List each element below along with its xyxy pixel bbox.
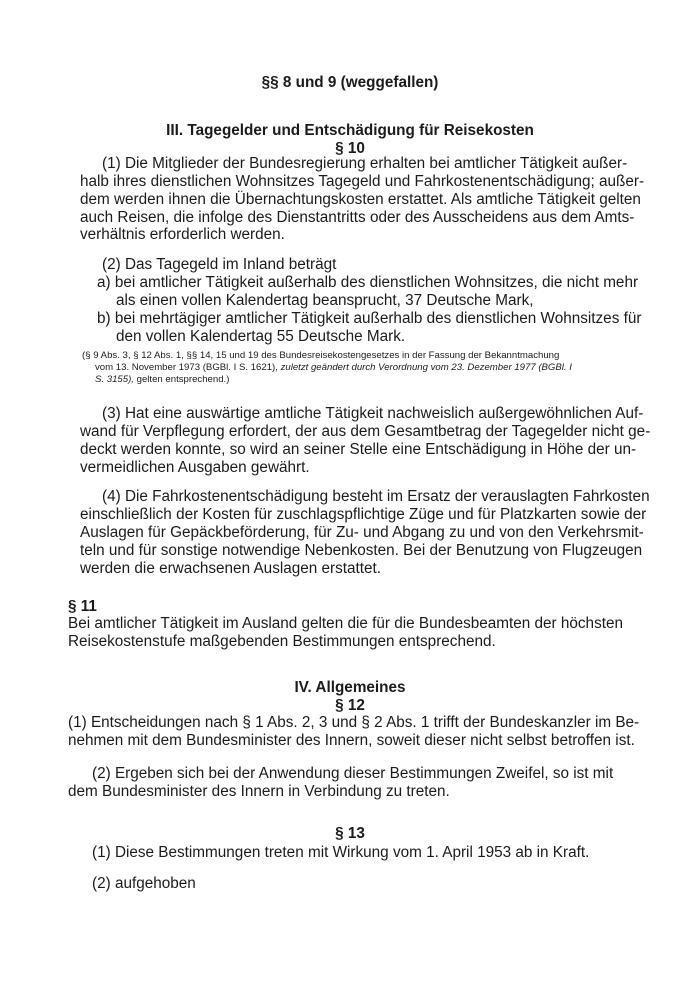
heading-paragraphs-8-9: §§ 8 und 9 (weggefallen) [261,74,439,91]
paragraph-13-subsection-1: (1) Diese Bestimmungen treten mit Wirkung vom 1. April 1953 ab in Kraft. [92,844,590,861]
text-line: einschließlich der Kosten für zuschlagspflichtige Züge und für Platzkarten sowie der [80,506,647,523]
section-iv-title: IV. Allgemeines [294,679,406,696]
paragraph-12-heading: § 12 [335,697,365,714]
text-line: den vollen Kalendertag 55 Deutsche Mark. [116,328,406,345]
section-iii-title: III. Tagegelder und Entschädigung für Reisekosten [166,122,534,139]
list-item-a: a) bei amtlicher Tätigkeit außerhalb des dienstlichen Wohnsitzes, die nicht mehr [97,274,639,291]
text-line: (1) Entscheidungen nach § 1 Abs. 2, 3 und § 2 Abs. 1 trifft der Bundeskanzler im Be- [68,714,640,731]
text-line: wand für Verpflegung erfordert, der aus dem Gesamtbetrag der Tagegelder nicht ge- [80,423,651,440]
text-line: (2) Ergeben sich bei der Anwendung dieser Bestimmungen Zweifel, so ist mit [92,765,614,782]
text-line: vermeidlichen Ausgaben gewährt. [80,459,310,476]
text-line: (4) Die Fahrkostenentschädigung besteht im Ersatz der verauslagten Fahrkosten [102,488,650,505]
text-line: Bei amtlicher Tätigkeit im Ausland gelten die für die Bundesbeamten der höchsten [68,615,623,632]
text-line: werden die erwachsenen Auslagen erstattet. [80,560,382,577]
paragraph-13-heading: § 13 [335,825,365,842]
note-line: (§ 9 Abs. 3, § 12 Abs. 1, §§ 14, 15 und 19 des Bundesreisekostengesetzes in der Fassung der Bekanntmachung [82,350,560,361]
text-line: Auslagen für Gepäckbeförderung, für Zu- und Abgang zu und von den Verkehrsmit- [80,524,644,541]
text-line: deckt werden konnte, so wird an seiner Stelle eine Entschädigung in Höhe der un- [80,441,637,458]
text-line: dem Bundesminister des Innern in Verbindung zu treten. [68,783,450,800]
text-line: verhältnis erforderlich werden. [80,226,285,243]
text-line: Reisekostenstufe maßgebenden Bestimmungen entsprechend. [68,633,496,650]
list-item-b: b) bei mehrtägiger amtlicher Tätigkeit außerhalb des dienstlichen Wohnsitzes für [97,310,642,327]
note-line: S. 3155), gelten entsprechend.) [95,374,230,385]
paragraph-13-subsection-2: (2) aufgehoben [92,875,196,892]
text-line: auch Reisen, die infolge des Dienstantritts oder des Ausscheidens aus dem Amts- [80,209,635,226]
text-line: als einen vollen Kalendertag beansprucht, 37 Deutsche Mark, [116,292,534,309]
text-line: (3) Hat eine auswärtige amtliche Tätigkeit nachweislich außergewöhnlichen Auf- [102,405,644,422]
paragraph-11-heading: § 11 [68,598,97,615]
note-line: vom 13. November 1973 (BGBl. I S. 1621), zuletzt geändert durch Verordnung vom 23. Dezember 1977 (BGBl. I [95,362,572,373]
text-line: nehmen mit dem Bundesminister des Innern, soweit dieser nicht selbst betroffen ist. [68,732,635,749]
text-line: dem werden ihnen die Übernachtungskosten erstattet. Als amtliche Tätigkeit gelten [80,191,641,208]
text-line: (1) Die Mitglieder der Bundesregierung erhalten bei amtlicher Tätigkeit außer- [102,155,628,172]
text-line: (2) Das Tagegeld im Inland beträgt [102,256,337,273]
paragraph-10-heading: § 10 [335,140,365,157]
text-line: halb ihres dienstlichen Wohnsitzes Tagegeld und Fahrkostenentschädigung; außer- [80,173,645,190]
text-line: teln und für sonstige notwendige Nebenkosten. Bei der Benutzung von Flugzeugen [80,542,643,559]
